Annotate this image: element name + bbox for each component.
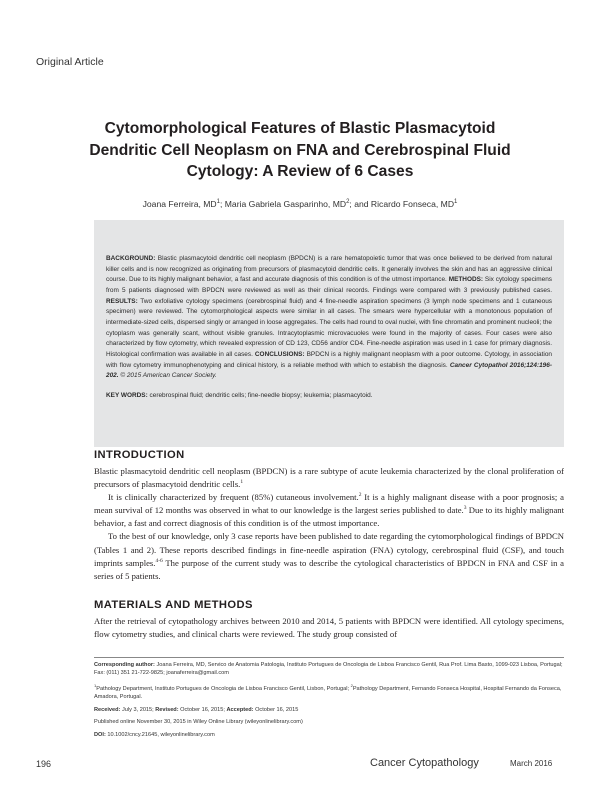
reference-marker: 3 (463, 505, 467, 512)
copyright: © 2015 American Cancer Society. (118, 372, 217, 380)
footnote-label: Revised: (155, 706, 179, 713)
title-line: Dendritic Cell Neoplasm on FNA and Cerebrospinal Fluid (89, 141, 511, 159)
paragraph (94, 491, 564, 530)
issue-date: March 2016 (510, 759, 553, 768)
abstract-results-label: RESULTS: (106, 297, 138, 305)
footnote-label: DOI: (94, 732, 106, 739)
abstract-conclusions-label: CONCLUSIONS: (254, 350, 305, 358)
journal-name: Cancer Cytopathology (370, 757, 479, 769)
author-name: Joana Ferreira, MD (142, 199, 217, 209)
corresponding-author (94, 661, 564, 678)
paragraph-text: The purpose of the current study was to describe the cytological characteristics of BPDCN in FNA and CSF in a series of 5 patients. (94, 557, 564, 581)
affiliation-marker: 2 (350, 683, 353, 688)
reference-marker: 4-6 (155, 557, 163, 564)
author-name: ; Maria Gabriela Gasparinho, MD (219, 199, 347, 209)
paragraph (94, 465, 564, 491)
methods-body (94, 615, 564, 641)
paragraph-text: It is clinically characterized by frequent (85%) cutaneous involvement. (108, 492, 359, 503)
paragraph-text: To the best of our knowledge, only 3 case reports have been published to date regarding the cytomorphological findings of BPDCN (Tables 1 and 2). These reports described findings in fine-needle aspiration (FNA) cytology, cerebrospinal fluid (CSF), and touch imprints samples. (94, 531, 564, 568)
reference-marker: 1 (240, 479, 244, 486)
abstract-methods-label: METHODS: (448, 276, 484, 284)
published-online: Published online November 30, 2015 in Wiley Online Library (wileyonlinelibrary.com) (94, 719, 303, 726)
abstract-conclusions: BPDCN is a highly malignant neoplasm with a poor outcome. Cytology, in association with flow cytometry immunophenotyping and clinical history, is a reliable method with which to establish the diagnosis. (106, 350, 553, 369)
footnote-label: Corresponding author: (94, 662, 155, 668)
footnote-label: Accepted: (226, 706, 254, 713)
author-name: ; and Ricardo Fonseca, MD (349, 199, 455, 209)
paragraph: After the retrieval of cytopathology archives between 2010 and 2014, 5 patients with BPDCN were identified. All cytology specimens, flow cytometry studies, and clinical charts were reviewed. The study group consisted of (94, 616, 564, 640)
footnote-text: October 16, 2015; (178, 706, 227, 713)
keywords (106, 391, 552, 402)
reference-marker: 2 (358, 492, 362, 499)
introduction-body (94, 465, 564, 583)
abstract-text (106, 254, 552, 382)
footnote-text: October 16, 2015 (253, 706, 299, 713)
paragraph-text: It is a highly malignant disease with a poor prognosis; a mean survival of 12 months was observed in what to our knowledge is the largest series published to date. (94, 492, 565, 516)
introduction-heading: INTRODUCTION (94, 449, 185, 461)
author-list (60, 199, 540, 209)
page-number: 196 (36, 759, 52, 769)
abstract-methods: Six cytology specimens from 5 patients diagnosed with BPDCN were reviewed as well as their clinical records. Findings were compared with 3 previously published cases. (106, 276, 552, 294)
article-dates (94, 706, 564, 714)
article-type-label: Original Article (36, 56, 104, 68)
abstract-results: Two exfoliative cytology specimens (cerebrospinal fluid) and 4 fine-needle aspiration specimens (3 lymph node specimens and 1 cutaneous specimen) were reviewed. The cytomorphological aspects were similar in all cases. The smears were hypercellular with a monotonous population of intermediate-sized cells, dispersed singly or arranged in loose aggregates. The cells had round to oval nuclei, with fine chromatin and prominent nucleoli; the cytoplasm was generally scant, without visible granules. Intracytoplasmic microvacuoles were found in the majority of cases. Four cases were also characterized by flow cytometry, which revealed expression of CD 123, CD56 and/or CD4. Fine-needle aspiration was used in 1 case for primary diagnosis. Histological confirmation was available in all cases. (106, 297, 552, 358)
footnote-text: Pathology Department, Fernando Fonseca Hospital, Hospital Fernando da Fonseca, Amadora, Portugal. (94, 685, 562, 701)
affiliation-marker: 2 (346, 199, 350, 206)
article-title (60, 118, 540, 183)
title-line: Cytomorphological Features of Blastic Plasmacytoid (104, 120, 496, 137)
footnote-text: July 3, 2015; (120, 706, 156, 713)
footnotes (94, 661, 564, 744)
footnote-text: Joana Ferreira, MD, Servico de Anatomia Patologia, Instituto Portugues de Oncologia de Lisboa Francisco Gentil, Rua Prof. Lima Basto, 1099-023 Lisboa, Portugal; Fax: (011) 351 21-722-9825; joanaferreira@gmail.com (94, 662, 563, 677)
footnote-text: Pathology Department, Instituto Portugues de Oncologia de Lisboa Francisco Gentil, Lisbon, Portugal; (96, 685, 351, 692)
keywords-label: KEY WORDS: (106, 391, 148, 399)
affiliation-marker: 1 (216, 199, 220, 206)
abstract-box (94, 220, 564, 447)
keywords-text: cerebrospinal fluid; dendritic cells; fine-needle biopsy; leukemia; plasmacytoid. (147, 391, 373, 399)
footnote-text: 10.1002/cncy.21645, wileyonlinelibrary.com (105, 732, 215, 739)
paragraph-text: Due to its highly malignant behavior, a fast and correct diagnosis of this condition is of the utmost importance. (94, 505, 564, 529)
footnote-divider (94, 657, 564, 658)
affiliations (94, 682, 564, 702)
affiliation-marker: 1 (94, 683, 97, 688)
paragraph (94, 530, 564, 582)
doi (94, 731, 564, 739)
abstract-background-label: BACKGROUND: (106, 255, 156, 262)
affiliation-marker: 1 (454, 199, 458, 206)
citation: Cancer Cytopathol 2016;124:196-202. (106, 361, 552, 380)
title-line: Cytology: A Review of 6 Cases (186, 163, 414, 180)
paragraph-text: Blastic plasmacytoid dendritic cell neoplasm (BPDCN) is a rare subtype of acute leukemia characterized by the clonal proliferation of precursors of plasmacytoid dendritic cells. (94, 466, 564, 490)
footnote-label: Received: (94, 706, 121, 713)
methods-heading: MATERIALS AND METHODS (94, 599, 253, 611)
abstract-background: Blastic plasmacytoid dendritic cell neoplasm (BPDCN) is a rare hematopoietic tumor that was once believed to be derived from natural killer cells and is now recognized as originating from precursors of plasmacytoid dendritic cells. It generally involves the skin and has an aggressive clinical course. Due to its highly malignant behavior, a fast and accurate diagnosis of this condition is of the utmost importance. (106, 255, 552, 284)
